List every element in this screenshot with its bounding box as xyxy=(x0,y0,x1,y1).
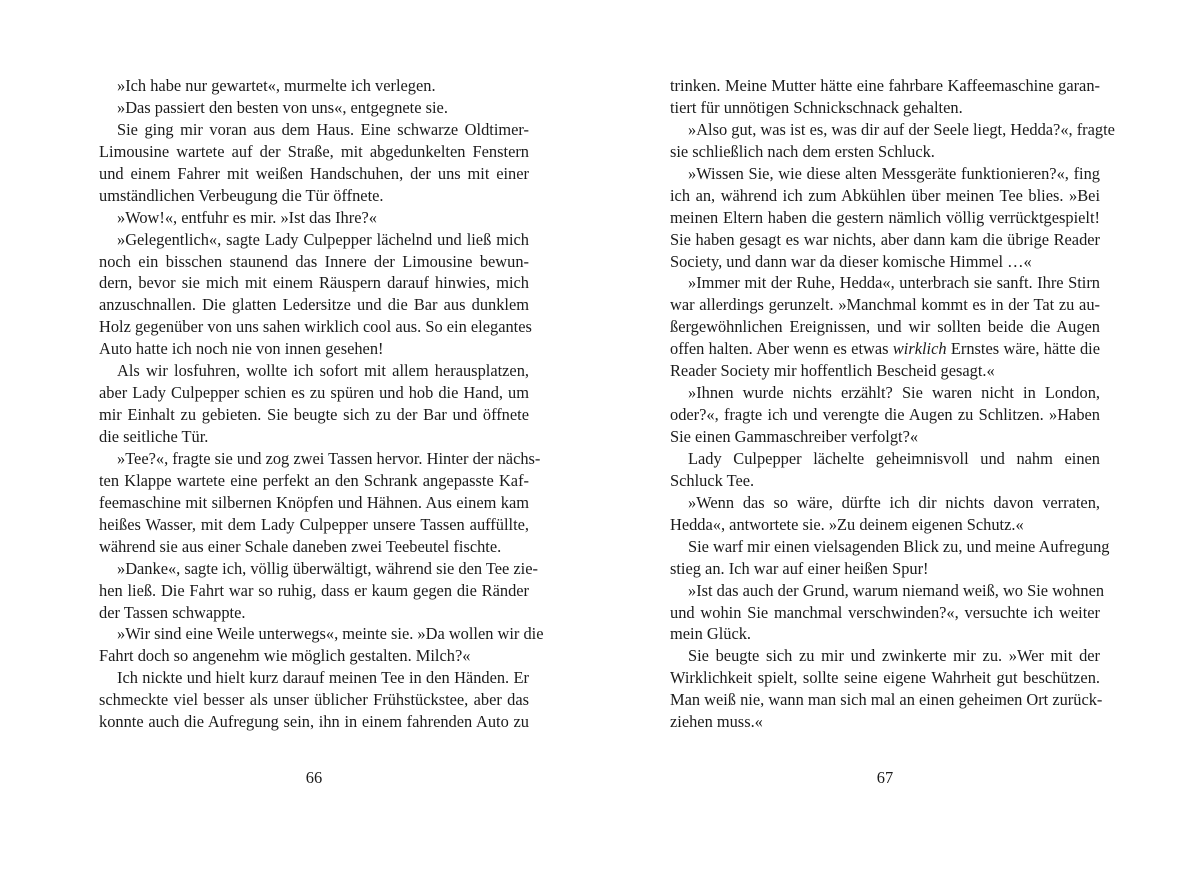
text-line: »Wenn das so wäre, dürfte ich dir nichts davon verraten, xyxy=(688,492,1100,512)
text-line: »Wir sind eine Weile unterwegs«, meinte sie. »Da wollen wir die xyxy=(117,624,544,644)
text-line: »Danke«, sagte ich, völlig überwältigt, während sie den Tee zie- xyxy=(117,558,538,578)
text-line: »Ihnen wurde nichts erzählt? Sie waren nicht in London, xyxy=(688,383,1100,403)
text-line: mein Glück. xyxy=(670,624,752,644)
text-line: aber Lady Culpepper schien es zu spüren und hob die Hand, um xyxy=(99,383,529,403)
text-line: Lady Culpepper lächelte geheimnisvoll und nahm einen xyxy=(688,448,1100,468)
text-line: Sie haben gesagt es war nichts, aber dann kam die übrige Reader xyxy=(670,229,1100,249)
text-line: Ich nickte und hielt kurz darauf meinen Tee in den Händen. Er xyxy=(117,668,529,688)
text-line: »Ich habe nur gewartet«, murmelte ich verlegen. xyxy=(117,76,436,95)
text-line: und einem Fahrer mit weißen Handschuhen, der uns mit einer xyxy=(99,163,529,183)
text-line: »Also gut, was ist es, was dir auf der Seele liegt, Hedda?«, fragte xyxy=(688,119,1115,139)
text-line: Limousine wartete auf der Straße, mit abgedunkelten Fenstern xyxy=(99,141,529,161)
text-line: Holz gegenüber von uns sahen wirklich cool aus. So ein elegantes xyxy=(99,317,532,337)
text-line: Reader Society mir hoffentlich Bescheid gesagt.« xyxy=(670,361,995,381)
text-line: tiert für unnötigen Schnickschnack gehalten. xyxy=(670,97,963,117)
text-line: während sie aus einer Schale daneben zwei Teebeutel fischte. xyxy=(99,536,502,556)
text-line: »Ist das auch der Grund, warum niemand weiß, wo Sie wohnen xyxy=(688,580,1105,600)
text-line: dern, bevor sie mich mit einem Räuspern darauf hinwies, mich xyxy=(99,273,529,293)
text-line: »Wow!«, entfuhr es mir. »Ist das Ihre?« xyxy=(117,207,377,227)
text-line: ich an, während ich zum Abkühlen über meinen Tee blies. »Bei xyxy=(670,185,1100,205)
text-segment: offen halten. Aber wenn es etwas xyxy=(670,339,893,359)
left-page-number: 66 xyxy=(305,768,323,787)
text-line: Man weiß nie, wann man sich mal an einen geheimen Ort zurück- xyxy=(670,690,1103,710)
text-line: »Tee?«, fragte sie und zog zwei Tassen hervor. Hinter der nächs- xyxy=(117,448,541,468)
text-line: Hedda«, antwortete sie. »Zu deinem eigenen Schutz.« xyxy=(670,514,1024,534)
text-segment: Ernstes wäre, hätte die xyxy=(946,339,1100,359)
text-line: noch ein bisschen staunend das Innere der Limousine bewun- xyxy=(99,251,529,271)
text-line: »Das passiert den besten von uns«, entgegnete sie. xyxy=(117,97,448,117)
text-line: Sie warf mir einen vielsagenden Blick zu, und meine Aufregung xyxy=(688,536,1110,556)
text-line: Society, und dann war da dieser komische Himmel …« xyxy=(670,251,1032,271)
right-page xyxy=(670,75,1115,755)
text-line: meinen Eltern haben die gestern nämlich völlig verrücktgespielt! xyxy=(670,207,1100,227)
emphasized-word: wirklich xyxy=(892,339,947,359)
text-line: »Immer mit der Ruhe, Hedda«, unterbrach sie sanft. Ihre Stirn xyxy=(688,273,1100,293)
text-line: hen ließ. Die Fahrt war so ruhig, dass er kaum gegen die Ränder xyxy=(99,580,529,600)
text-line: Sie einen Gammaschreiber verfolgt?« xyxy=(670,427,919,446)
text-line: Schluck Tee. xyxy=(670,470,755,490)
text-line: mir Einhalt zu gebieten. Sie beugte sich zu der Bar und öffnete xyxy=(99,405,529,425)
text-line: Sie ging mir voran aus dem Haus. Eine schwarze Oldtimer- xyxy=(117,119,529,139)
text-line: sie schließlich nach dem ersten Schluck. xyxy=(670,141,935,161)
text-line: trinken. Meine Mutter hätte eine fahrbare Kaffeemaschine garan- xyxy=(670,76,1100,95)
text-line: feemaschine mit silbernen Knöpfen und Hähnen. Aus einem kam xyxy=(99,492,529,512)
left-page-text xyxy=(99,75,544,755)
text-line: stieg an. Ich war auf einer heißen Spur! xyxy=(670,558,929,578)
text-line: anzuschnallen. Die glatten Ledersitze und die Bar aus dunklem xyxy=(99,295,529,315)
text-line: Fahrt doch so angenehm wie möglich gestalten. Milch?« xyxy=(99,646,471,666)
text-line: »Gelegentlich«, sagte Lady Culpepper lächelnd und ließ mich xyxy=(117,229,529,249)
text-line: umständlichen Verbeugung die Tür öffnete. xyxy=(99,185,384,205)
text-line: Wirklichkeit spielt, sollte seine eigene Wahrheit gut beschützen. xyxy=(670,668,1100,688)
right-page-number: 67 xyxy=(876,768,894,787)
right-page-text xyxy=(670,75,1115,755)
text-line: Als wir losfuhren, wollte ich sofort mit allem herausplatzen, xyxy=(117,361,529,381)
text-line: ziehen muss.« xyxy=(670,712,763,732)
text-line: und wohin Sie manchmal verschwinden?«, versuchte ich weiter xyxy=(670,602,1100,622)
text-line: Sie beugte sich zu mir und zwinkerte mir zu. »Wer mit der xyxy=(688,646,1100,666)
text-line: oder?«, fragte ich und verengte die Augen zu Schlitzen. »Haben xyxy=(670,405,1100,425)
text-line: ten Klappe wartete eine perfekt an den Schrank angepasste Kaf- xyxy=(99,470,529,490)
text-line: ßergewöhnlichen Ereignissen, und wir sollten beide die Augen xyxy=(670,317,1100,337)
text-line: die seitliche Tür. xyxy=(99,427,209,446)
text-line: »Wissen Sie, wie diese alten Messgeräte funktionieren?«, fing xyxy=(688,163,1100,183)
text-line: war allerdings gerunzelt. »Manchmal kommt es in der Tat zu au- xyxy=(670,295,1100,315)
text-line xyxy=(670,338,1100,360)
text-line: schmeckte viel besser als unser üblicher Frühstückstee, aber das xyxy=(99,690,529,710)
text-line: der Tassen schwappte. xyxy=(99,602,246,622)
left-page xyxy=(99,75,544,755)
text-line: konnte auch die Aufregung sein, ihn in einem fahrenden Auto zu xyxy=(99,712,529,732)
text-line: heißes Wasser, mit dem Lady Culpepper unsere Tassen auffüllte, xyxy=(99,514,529,534)
text-line: Auto hatte ich noch nie von innen gesehen! xyxy=(99,339,384,359)
